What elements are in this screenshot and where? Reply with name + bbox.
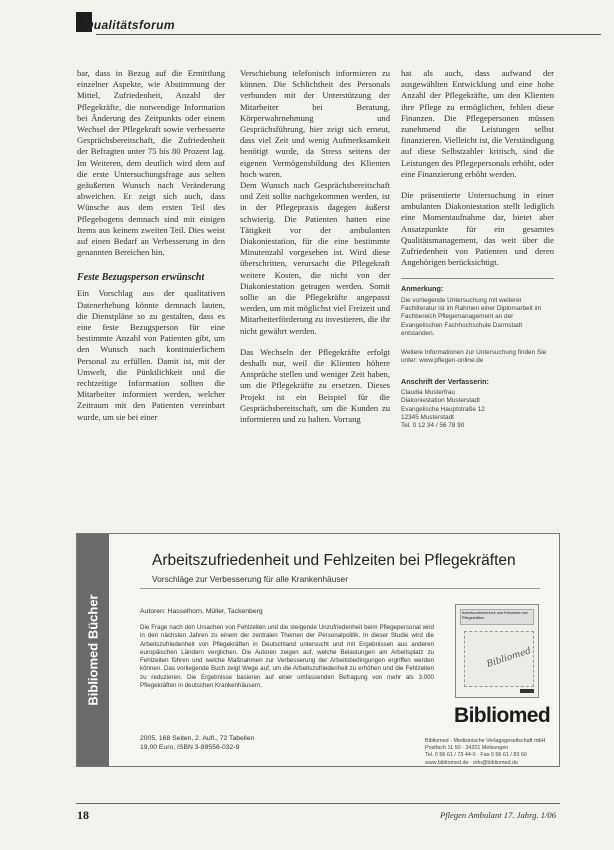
column1-paragraph-1: bar, dass in Bezug auf die Ermittlung einzelner Aspekte, wie Abstimmung der Mittel, Zufriedenheit, Anzahl der Pflegekräfte, die notwendige Information bei Änderung des Zeitpunkts oder einem Wechsel der Pflegekraft sowie verbesserte Gesprächsbereitschaft, die Zufriedenheit der Befragten unter 75 bis 80 Prozent lag. Im Weiteren, dem deutlich wird dem auf die erste Untersuchungsfrage aus selten geäußerten Wunsch nach Veränderung abweichen. Er zeigt sich auch, dass Wünsche aus dem ersten Teil des Pflegebogens demnach sind mit einigen Items aus keinem zweiten Teil. Dies weist auf einen Bedarf an Verbesserung in den genannten Bereichen hin. bbox=[77, 68, 225, 258]
info-text: Weitere Informationen zur Untersuchung finden Sie unter: www.pflegen-online.de bbox=[401, 348, 547, 365]
contact-line: Postfach 11 50 · 34201 Melsungen bbox=[425, 745, 509, 752]
note-heading: Anmerkung: bbox=[401, 284, 444, 294]
address-line: Evangelische Hauptstraße 12 bbox=[401, 405, 485, 413]
paragraph-gap bbox=[240, 337, 390, 347]
address-heading: Anschrift der Verfasserin: bbox=[401, 376, 489, 386]
contact-line: Bibliomed - Medizinische Verlagsgesellschaft mbH bbox=[425, 738, 546, 744]
paragraph-gap bbox=[401, 180, 554, 190]
note-gap bbox=[401, 366, 554, 376]
publisher-logo-text: Bibliomed bbox=[454, 704, 551, 727]
column1-paragraph-2: Ein Vorschlag aus der qualitativen Datenerhebung könnte demnach lauten, die Dienstpläne so zu gestalten, dass es eine feste Bezugsperson für eine bestimmte Anzahl von Patienten gibt, um den Wunsch nach kontinuierlichem Personal zu erfüllen. Damit ist, mit der Umwelt, die Pünktlichkeit und die rechtzeitige Information sollten die Mitarbeiter informiert werden, welcher Zeitraum mit den Patienten vereinbart wurde, um sie bei einer bbox=[77, 288, 225, 422]
ad-edition-line: 2005, 168 Seiten, 2. Aufl., 72 Tabellen bbox=[140, 735, 255, 742]
text-column-3 bbox=[401, 68, 554, 431]
address-line: Diakoniestation Musterstadt bbox=[401, 397, 480, 405]
text-column-1 bbox=[77, 68, 225, 423]
column3-paragraph-1: hat als auch, dass aufwand der ausgewählten Entwicklung und eine hohe Anzahl der Pflegekräfte, um den Klienten ihre Pflege zu ermöglichen, fehlen diese Finanzen. Die Pflegepersonen müssen zunehmend die Leistungen selbst finanzieren. Vielleicht ist, die Verständigung auf diese Selbstzahler kritisch, sind die Leistungen des Pflegepersonals erhöht, oder eine Finanzierung erhöht werden. bbox=[401, 68, 554, 179]
author-address bbox=[401, 389, 554, 431]
ad-price-line: 19,00 Euro, ISBN 3-89556-032-9 bbox=[140, 744, 240, 751]
ad-side-label: Bibliomed Bücher bbox=[85, 594, 101, 706]
ad-divider bbox=[140, 588, 540, 589]
subheading-feste-bezugsperson: Feste Bezugsperson erwünscht bbox=[77, 272, 205, 284]
cover-title: Arbeitszufriedenheit und Fehlzeiten bei Pflegekräften bbox=[462, 611, 528, 620]
publisher-logo bbox=[454, 704, 551, 734]
book-cover-image bbox=[455, 604, 539, 698]
column2-paragraph-3: Das Wechseln der Pflegekräfte erfolgt deshalb nur, weil die Klienten höhere Ansprüche stellen und weniger Zeit haben, um die Pflegekräfte zu ersetzen. Dieses Projekt ist ein Beispiel für die Gesprächsbereitschaft, um die Kunden zu informieren und zu halten. Vorrang bbox=[240, 346, 390, 425]
cover-signature: Bibliomed bbox=[485, 646, 533, 670]
contact-line: www.bibliomed.de · info@bibliomed.de bbox=[425, 759, 518, 766]
book-advertisement bbox=[76, 533, 560, 767]
contact-line: Tel. 0 56 61 / 73 44-0 · Fax 0 56 61 / 83 60 bbox=[425, 752, 527, 759]
journal-reference: Pflegen Ambulant 17. Jahrg. 1/06 bbox=[439, 810, 556, 820]
footer-rule bbox=[76, 803, 560, 804]
ad-price-info bbox=[140, 734, 254, 752]
publisher-logo-box bbox=[454, 704, 551, 730]
ad-book-subtitle: Vorschläge zur Verbesserung für alle Krankenhäuser bbox=[152, 574, 348, 584]
column2-paragraph-1: Verschiebung telefonisch informieren zu können. Die Schlichtheit des Personals verbunden mit der Unterstützung der Mitarbeiter bei Beratung, Körperwahrnehmung und Gesprächsführung, hier zeigt sich erneut, dass viel Zeit und wenig Aufmerksamkeit benötigt wurde, da Stress seitens der eigenen Vermögensbildung des Klienten hoch waren. bbox=[240, 68, 390, 179]
ad-description: Die Frage nach den Ursachen von Fehlzeiten und die steigende Unzufriedenheit beim Pflegepersonal wird in den nächsten Jahren zu einem der zentralen Themen der Personalpolitik. In dieser Studie wird die Arbeitszufriedenheit von Pflegekräften in Deutschland untersucht und mit Ergebnissen aus anderen europäischen Ländern verglichen. Die Autoren zeigen auf, welche Belastungen am Arbeitsplatz zu Fehlzeiten führen und welche Maßnahmen zur Verbesserung der Arbeitsbedingungen ergriffen werden können. Das vorliegende Buch zeigt Wege auf, um die Arbeitszufriedenheit zu erhöhen und die Fehlzeiten zu reduzieren. Die Ergebnisse basieren auf einer umfassenden Befragung von mehr als 3.000 Pflegekräften in deutschen Krankenhäusern. bbox=[140, 624, 434, 690]
address-line: Tel. 0 12 34 / 56 78 90 bbox=[401, 422, 465, 430]
section-title: Qualitätsforum bbox=[84, 18, 175, 32]
column3-paragraph-2: Die präsentierte Untersuchung in einer ambulanten Diakoniestation stellt lediglich eine Momentaufnahme dar, bietet aber Ansatzpunkte für ein gesamtes Qualitätsmanagement, das weit über die Zufriedenheit von Patienten und deren Angehörigen berücksichtigt. bbox=[401, 190, 554, 268]
address-line: Claudia Musterfrau bbox=[401, 388, 455, 396]
ad-authors: Autoren: Hasselhorn, Müller, Tackenberg bbox=[140, 608, 263, 615]
page-number: 18 bbox=[77, 808, 89, 822]
publisher-contact bbox=[425, 738, 545, 767]
header-rule bbox=[96, 34, 601, 35]
note-text: Die vorliegende Untersuchung mit weiterer Fachliteratur ist im Rahmen einer Diplomarbeit im Fachbereich Pflegemanagement an der Evangelischen Fachhochschule Darmstadt entstanden. bbox=[401, 296, 542, 338]
address-line: 12345 Musterstadt bbox=[401, 413, 454, 421]
note-rule bbox=[401, 278, 554, 279]
column2-paragraph-2: Dem Wunsch nach Gesprächsbereitschaft und Zeit sollte nachgekommen werden, ist in der Pflegepraxis dagegen äußerst schwierig. Die Patienten hatten eine Tätigkeit vor der ambulanten Diakoniestation, für die eine bestimmte Minutenzahl vorgesehen ist. Wird diese überschritten, verursacht die Pflegekraft weitere Kosten, die nicht von der Diakoniestation getragen werden. Somit sollte an die Pflegekräfte angepasst werden, um mit möglichst viel Freizeit und Mitarbeiterförderung zu investieren, die ihr nicht gewährt werden. bbox=[240, 180, 390, 336]
ad-side-banner bbox=[77, 534, 109, 766]
text-column-2 bbox=[240, 68, 390, 425]
cover-logo-mark bbox=[520, 689, 534, 693]
note-gap bbox=[401, 339, 554, 349]
ad-book-title: Arbeitszufriedenheit und Fehlzeiten bei Pflegekräften bbox=[152, 552, 516, 569]
